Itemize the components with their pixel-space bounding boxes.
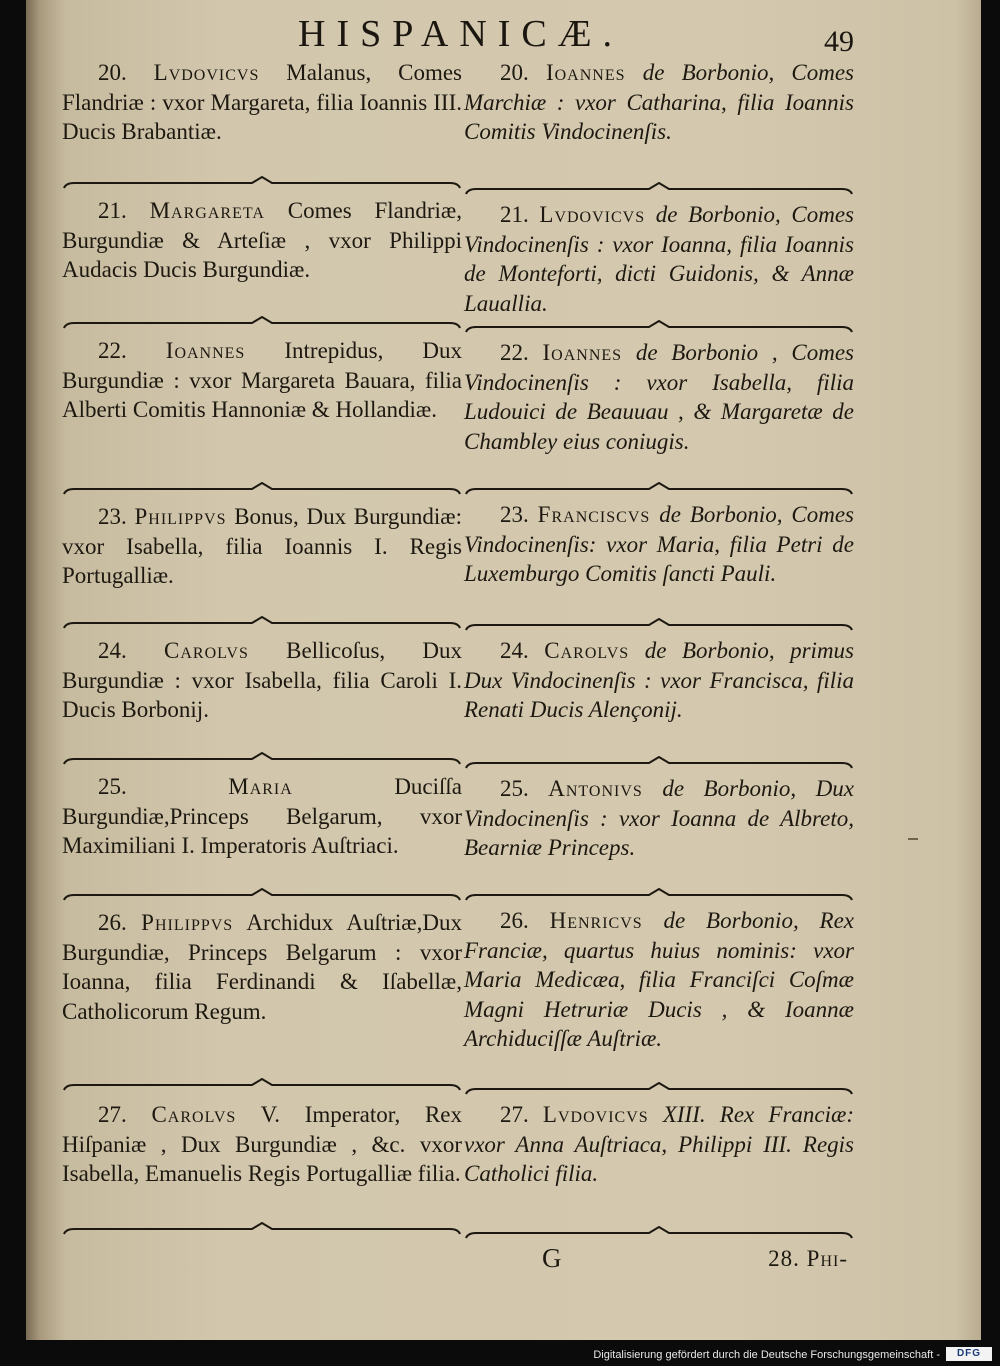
entry-text: de Borbonio, Comes Vindocinenſis : vxor Ioanna, filia Ioannis de Monteforti, dicti Guidonis, & Annæ Lauallia. (464, 202, 854, 316)
entry-text: Archidux Auſtriæ,Dux Burgundiæ, Princeps Belgarum : vxor Ioanna, filia Ferdinandi & Iſabellæ, Catholicorum Regum. (62, 910, 463, 1024)
entry-name: Antonivs (548, 776, 643, 801)
left-entry-20 (62, 58, 462, 147)
entry-number: 22. (98, 338, 127, 363)
entry-name: Franciscvs (537, 502, 651, 527)
entry-number: 24. (98, 638, 127, 663)
entry-name: Ioannes (542, 340, 623, 365)
entry-number: 27. (98, 1102, 127, 1127)
left-entry-21 (62, 196, 462, 285)
entry-number: 22. (500, 340, 529, 365)
entry-number: 21. (98, 198, 127, 223)
entry-number: 25. (98, 774, 127, 799)
entry-name: Lvdovicvs (153, 60, 260, 85)
entry-text: de Borbonio, Comes Marchiæ : vxor Catharina, filia Ioannis Comitis Vindocinenſis. (464, 60, 855, 144)
ornament-divider (62, 316, 462, 332)
entry-name: Margareta (149, 198, 265, 223)
ornament-divider (62, 1078, 462, 1094)
footer-bar (0, 1340, 1000, 1366)
ornament-divider (464, 618, 854, 634)
right-entry-22 (464, 338, 854, 456)
entry-text: XIII. Rex Franciæ: vxor Anna Auſtriaca, Philippi III. Regis Catholici filia. (464, 1102, 855, 1186)
entry-name: Ioannes (165, 338, 246, 363)
entry-name: Lvdovicvs (539, 202, 646, 227)
entry-text: Duciſſa Burgundiæ,Princeps Belgarum, vxor Maximiliani I. Imperatoris Auſtriaci. (62, 774, 463, 858)
entry-text: V. Imperator, Rex Hiſpaniæ , Dux Burgundiæ , &c. vxor Isabella, Emanuelis Regis Portugalliæ filia. (62, 1102, 462, 1186)
entry-name: Carolvs (164, 638, 249, 663)
ornament-divider (62, 482, 462, 498)
entry-name: Henricvs (549, 908, 643, 933)
dfg-logo: DFG (946, 1347, 992, 1361)
ornament-divider (62, 616, 462, 632)
right-entry-27 (464, 1100, 854, 1189)
left-entry-27 (62, 1100, 462, 1189)
entry-text: Malanus, Comes Flandriæ : vxor Margareta, filia Ioannis III. Ducis Brabantiæ. (62, 60, 462, 144)
entry-text: de Borbonio, Rex Franciæ, quartus huius nominis: vxor Maria Medicæa, filia Franciſci Coſmæ Magni Hetruriæ Ducis , & Ioannæ Archiduciſſæ Auſtriæ. (464, 908, 855, 1051)
entry-text: Comes Flandriæ, Burgundiæ & Arteſiæ , vxor Philippi Audacis Ducis Burgundiæ. (62, 198, 463, 282)
left-entry-26 (62, 908, 462, 1026)
right-entry-21 (464, 200, 854, 318)
entry-text: Bellicoſus, Dux Burgundiæ : vxor Isabella, filia Caroli I. Ducis Borbonij. (62, 638, 463, 722)
entry-text: de Borbonio , Comes Vindocinenſis : vxor Isabella, filia Ludouici de Beauuau , & Margaretæ de Chambley eius coniugis. (464, 340, 855, 454)
ornament-divider (464, 1226, 854, 1242)
entry-text: de Borbonio, primus Dux Vindocinenſis : vxor Francisca, filia Renati Ducis Alençonij. (464, 638, 855, 722)
left-entry-24 (62, 636, 462, 725)
entry-number: 20. (98, 60, 127, 85)
right-entry-25 (464, 774, 854, 863)
entry-number: 27. (500, 1102, 529, 1127)
right-entry-26 (464, 906, 854, 1054)
right-entry-23 (464, 500, 854, 589)
entry-number: 21. (500, 202, 529, 227)
digitization-credit: Digitalisierung gefördert durch die Deutsche Forschungsgemeinschaft - (593, 1349, 940, 1361)
page-header (26, 10, 981, 58)
left-entry-22 (62, 336, 462, 425)
entry-name: Carolvs (151, 1102, 237, 1127)
entry-number: 23. (98, 504, 127, 529)
entry-text: de Borbonio, Dux Vindocinenſis : vxor Ioanna de Albreto, Bearniæ Princeps. (464, 776, 855, 860)
entry-name: Philippvs (134, 504, 227, 529)
entry-name: Carolvs (544, 638, 630, 663)
running-title: HISPANICÆ. (298, 13, 624, 55)
entry-number: 25. (500, 776, 529, 801)
page-number: 49 (824, 25, 854, 58)
catchword: 28. Phi- (768, 1246, 848, 1271)
entry-number: 20. (500, 60, 529, 85)
entry-name: Philippvs (141, 910, 234, 935)
left-entry-25 (62, 772, 462, 861)
ornament-divider (62, 752, 462, 768)
right-entry-24 (464, 636, 854, 725)
ornament-divider (464, 756, 854, 772)
entry-text: de Borbonio, Comes Vindocinenſis: vxor Maria, filia Petri de Luxemburgo Comitis ſancti Pauli. (464, 502, 854, 586)
margin-mark (908, 838, 918, 840)
ornament-divider (62, 1222, 462, 1238)
ornament-divider (464, 888, 854, 904)
entry-text: Intrepidus, Dux Burgundiæ : vxor Margareta Bauara, filia Alberti Comitis Hannoniæ & Hollandiæ. (62, 338, 463, 422)
entry-name: Lvdovicvs (542, 1102, 649, 1127)
signature-mark: G (542, 1243, 562, 1273)
ornament-divider (464, 482, 854, 498)
entry-text: Bonus, Dux Burgundiæ: vxor Isabella, filia Ioannis I. Regis Portugalliæ. (62, 504, 463, 588)
book-page (26, 0, 981, 1340)
left-entry-23 (62, 502, 462, 591)
right-entry-20 (464, 58, 854, 147)
ornament-divider (464, 182, 854, 198)
entry-name: Maria (228, 774, 293, 799)
entry-number: 23. (500, 502, 529, 527)
entry-number: 26. (98, 910, 127, 935)
ornament-divider (464, 1082, 854, 1098)
entry-number: 26. (500, 908, 529, 933)
catchwords-line (464, 1242, 854, 1276)
entry-number: 24. (500, 638, 529, 663)
entry-name: Ioannes (545, 60, 626, 85)
ornament-divider (464, 320, 854, 336)
ornament-divider (62, 176, 462, 192)
ornament-divider (62, 888, 462, 904)
